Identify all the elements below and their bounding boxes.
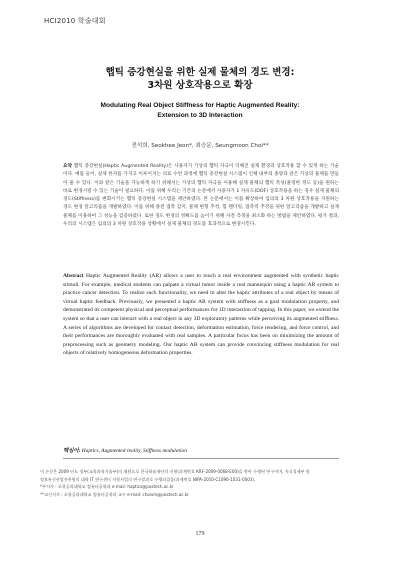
english-abstract [63, 272, 339, 358]
korean-title-line-2: 3차원 상호작용으로 확장 [147, 80, 253, 91]
english-title-line-1: Modulating Real Object Stiffness for Haptic Augmented Reality: [100, 102, 300, 109]
footnote-divider [63, 458, 339, 459]
footnote-funding-1: 이 논문은 2009 년도 정부(교육과학기술부)의 재원으로 한국학술재단의 지원(과제번호 KRF-2009-0068-E00)을 받아 수행된 연구이며, 지식경제부 및 [40, 469, 310, 474]
page-number: 179 [195, 531, 205, 537]
keywords-text: Haptics, Augmented reality, Stiffness modulation [81, 448, 187, 454]
conference-header: HCI2010 학술대회 [44, 17, 106, 25]
footnote-funding-2: 정보통신산업진흥원의 대학 IT 연구센터 지원사업의 연구결과로 수행되었음(과제번호 NIPA-2010-C1090-1031-0003). [40, 476, 256, 482]
keywords-label: 핵심어: [63, 448, 81, 454]
footnotes [40, 468, 364, 498]
english-title-line-2: Extension to 3D Interaction [157, 111, 243, 119]
korean-title [0, 66, 400, 92]
korean-title-line-1: 햅틱 증강현실을 위한 실제 물체의 경도 변경: [105, 67, 295, 78]
author-list: 전석희, Seokhee Jeon*, 최승문, Seungmoon Choi** [131, 143, 269, 149]
korean-abstract-text: 햅틱 증강현실(Haptic Augmented Reality)은 사용자가 가상의 햅틱 자극이 더해진 실제 환경과 상호작용 할 수 있게 하는 기술이다. 예를 들어, 실제 한자를 가지고 이루어지는 의료 수련 과정에 햅틱 증강현실 시스템이 인체 내부의 종양과 같은 가상의 물체를 만들어 줄 수 있다. 이와 같은 기술을 가능하게 하기 위해서는 가상의 햅틱 자극을 이용해 실제 물체의 햅틱 특성(물렁한 정도 등)을 원하는 바로 변경시킬 수 있는 기술이 필요하다. 이를 위해 우리는 기존의 논문에서 사용자가 1 자유도(DOF) 상호작용을 하는 경우 실제 물체의 경도(Stiffness)를 변화시키는 햅틱 증강현실 시스템을 제안하였다. 본 논문에서는 이를 확장하여 임의의 3 차원 상호작용을 지원하는 경도 변경 알고리즘을 개발하였다. 이를 위해 종전 접촉 감지, 물체 변형 추정, 힘 렌더링, 접촉력 추정을 위한 알고리즘을 개발하고 실제 물체를 이용하여 그 성능을 검증하였다. 또한 경도 변경의 정확도를 높이기 위해 사전 측정을 최소화 하는 방법을 제안하였다. 평가 결과, 우리의 시스템은 임의의 3 차원 상호작용 상황에서 실제 물체의 경도를 효과적으로 변경시킨다. [63, 164, 339, 227]
english-abstract-label: Abstract [63, 273, 84, 279]
korean-abstract [63, 163, 339, 229]
footnote-corresponding-author: **교신저자 : 포항공과대학교 컴퓨터공학과 교수 e-mail: choism@postech.ac.kr [40, 491, 189, 497]
footnote-first-author: *주저자 : 포항공과대학교 컴퓨터공학과 e-mail: haptics@postech.ac.kr [40, 484, 174, 490]
korean-abstract-label: 요약 [63, 164, 73, 169]
english-title [0, 101, 400, 120]
keywords [63, 446, 339, 454]
english-abstract-text: Haptic Augmented Reality (AR) allows a user to touch a real environment augmented with synthetic haptic stimuli. For example, medical students can palpate a virtual tumor inside a real mannequin using a haptic AR system to practice cancer detection. To realize such functionality, we need to alter the haptic attributes of a real object by means of virtual haptic feedback. Previously, we presented a haptic AR system with stiffness as a goal modulation property, and demonstrated its competent physical and perceptual performances for 1D interaction of tapping. In this paper, we extend the system so that a user can interact with a real object in any 3D exploratory patterns while perceiving its augmented stiffness. A series of algorithms are developed for contact detection, deformation estimation, force rendering, and force control, and their performances are thoroughly evaluated with real samples. A particular focus has been on minimizing the amount of preprocessing such as geometry modeling. Our haptic AR system can provide convincing stiffness modulation for real objects of relatively homogeneous deformation properties. [63, 273, 339, 357]
